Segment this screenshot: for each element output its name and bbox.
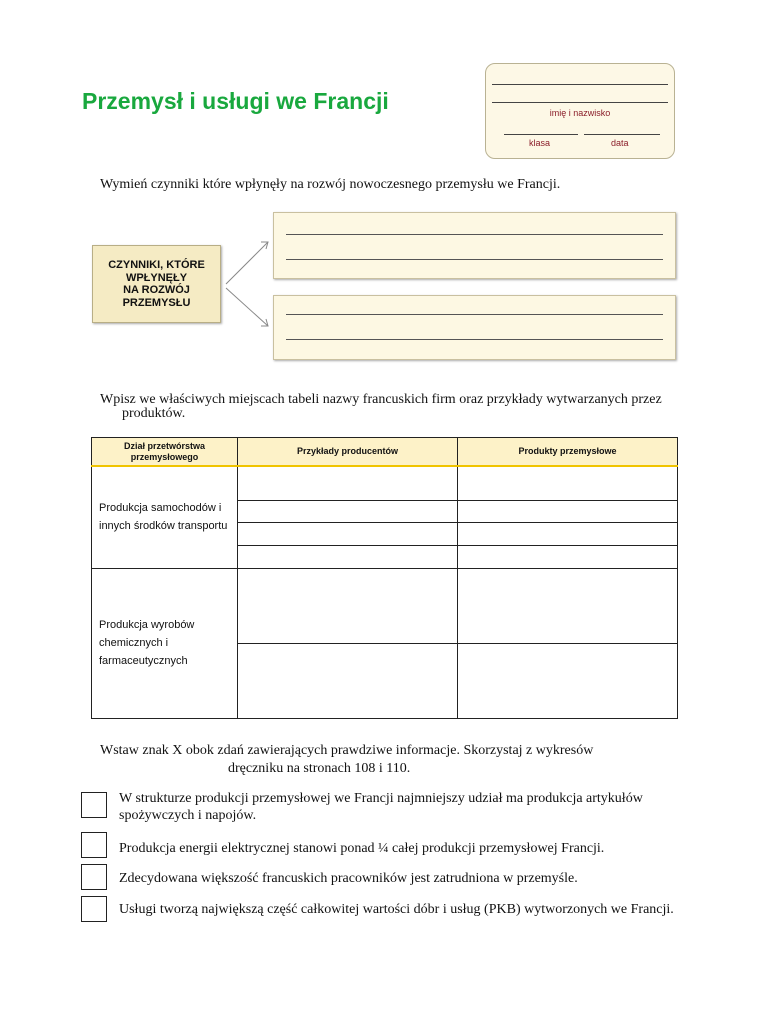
class-label: klasa (529, 138, 551, 148)
category-cell-transport: Produkcja samochodów i innych środków transportu (92, 466, 238, 568)
product-cell[interactable] (458, 643, 678, 718)
producer-cell[interactable] (238, 500, 458, 523)
producer-cell[interactable] (238, 466, 458, 500)
header-products: Produkty przemysłowe (458, 438, 678, 467)
header-industry: Dział przetwórstwa przemysłowego (92, 438, 238, 467)
product-cell[interactable] (458, 466, 678, 500)
header-producers: Przykłady producentów (238, 438, 458, 467)
category-cell-chemical: Produkcja wyrobów chemicznych i farmaceutycznych (92, 568, 238, 718)
answer-line[interactable] (286, 339, 663, 340)
name-line-2[interactable] (492, 102, 668, 103)
answer-box-1[interactable] (273, 212, 676, 279)
class-line[interactable] (504, 134, 578, 135)
student-info-box (485, 63, 675, 159)
producer-cell[interactable] (238, 568, 458, 643)
product-cell[interactable] (458, 523, 678, 546)
product-cell[interactable] (458, 568, 678, 643)
answer-line[interactable] (286, 314, 663, 315)
answer-line[interactable] (286, 259, 663, 260)
section3-instruction-line1: Wstaw znak X obok zdań zawierających prawdziwe informacje. Skorzystaj z wykresów (100, 743, 594, 758)
producer-cell[interactable] (238, 643, 458, 718)
statement-4: Usługi tworzą największą część całkowitej wartości dóbr i usług (PKB) wytworzonych we Francji. (119, 902, 674, 917)
statement-3: Zdecydowana większość francuskich pracowników jest zatrudniona w przemyśle. (119, 871, 578, 886)
answer-line[interactable] (286, 234, 663, 235)
section1-instruction: Wymień czynniki które wpłynęły na rozwój nowoczesnego przemysłu we Francji. (100, 177, 561, 192)
factors-box (92, 245, 221, 323)
table-header-row (92, 438, 678, 467)
statement-checkbox-2[interactable] (81, 832, 107, 858)
page-title: Przemysł i usługi we Francji (82, 88, 389, 114)
table-row (92, 466, 678, 500)
section3-instruction-line2: dręczniku na stronach 108 i 110. (228, 761, 411, 776)
name-label: imię i nazwisko (549, 108, 611, 118)
statement-2: Produkcja energii elektrycznej stanowi ponad ¼ całej produkcji przemysłowej Francji. (119, 841, 605, 856)
date-label: data (611, 138, 629, 148)
industry-table (91, 437, 678, 719)
factors-box-label: CZYNNIKI, KTÓRE WPŁYNĘŁY NA ROZWÓJ PRZEMYSŁU (108, 259, 205, 309)
name-line-1[interactable] (492, 84, 668, 85)
section2-instruction-line1: Wpisz we właściwych miejscach tabeli nazwy francuskich firm oraz przykłady wytwarzanych przez (100, 392, 662, 407)
section2-instruction-line2: produktów. (122, 406, 186, 421)
producer-cell[interactable] (238, 523, 458, 546)
answer-box-2[interactable] (273, 295, 676, 360)
table-row (92, 568, 678, 643)
product-cell[interactable] (458, 546, 678, 569)
product-cell[interactable] (458, 500, 678, 523)
statement-checkbox-1[interactable] (81, 792, 107, 818)
producer-cell[interactable] (238, 546, 458, 569)
statement-checkbox-4[interactable] (81, 896, 107, 922)
statement-checkbox-3[interactable] (81, 864, 107, 890)
date-line[interactable] (584, 134, 660, 135)
statement-1: W strukturze produkcji przemysłowej we Francji najmniejszy udział ma produkcja artykułów spożywczych i napojów. (119, 791, 643, 823)
branch-arrows (220, 230, 280, 330)
